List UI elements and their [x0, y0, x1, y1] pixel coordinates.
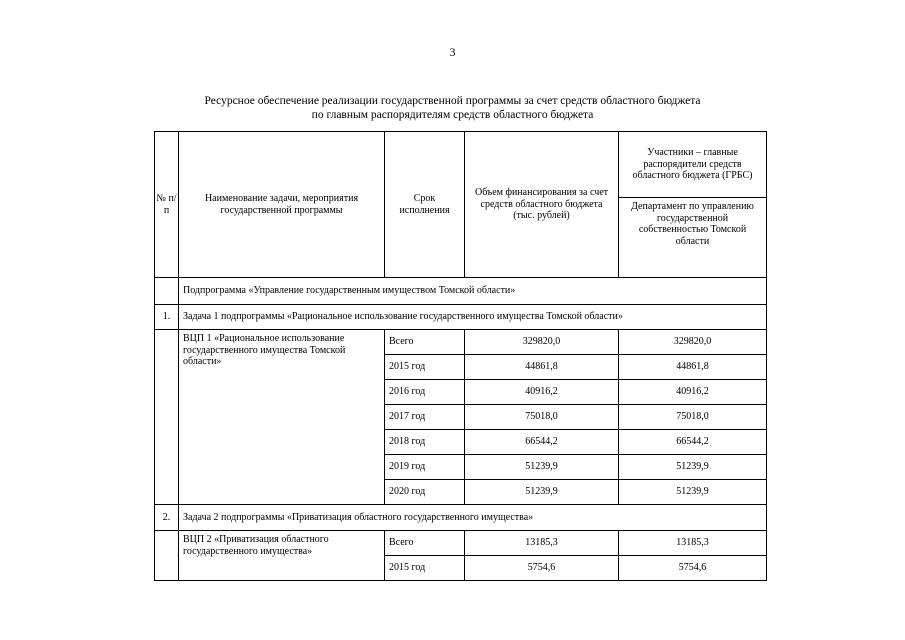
dept-cell: 13185,3 [619, 531, 767, 556]
resource-table [154, 131, 767, 581]
period-cell: 2016 год [385, 380, 465, 405]
vcp2-num-cell [155, 531, 179, 581]
volume-cell: 40916,2 [465, 380, 619, 405]
period-cell: 2018 год [385, 430, 465, 455]
period-cell: 2015 год [385, 556, 465, 581]
subprogram-title: Подпрограмма «Управление государственным имуществом Томской области» [179, 278, 767, 305]
title-line-1: Ресурсное обеспечение реализации государственной программы за счет средств областного бюджета [204, 95, 701, 107]
subprogram-num-cell [155, 278, 179, 305]
header-period: Срок исполнения [385, 132, 465, 278]
page-number: 3 [449, 45, 456, 59]
period-cell: 2020 год [385, 480, 465, 505]
volume-cell: 75018,0 [465, 405, 619, 430]
period-cell: Всего [385, 330, 465, 355]
vcp2-name: ВЦП 2 «Приватизация областного государственного имущества» [179, 531, 385, 581]
title-line-2: по главным распорядителям средств областного бюджета [311, 109, 594, 121]
header-participants: Участники – главные распорядители средств областного бюджета (ГРБС) [619, 132, 767, 198]
dept-cell: 51239,9 [619, 455, 767, 480]
task1-title: Задача 1 подпрограммы «Рациональное использование государственного имущества Томской области» [179, 305, 767, 330]
task2-row [155, 505, 767, 531]
dept-cell: 66544,2 [619, 430, 767, 455]
header-volume: Объем финансирования за счет средств областного бюджета (тыс. рублей) [465, 132, 619, 278]
period-cell: 2017 год [385, 405, 465, 430]
volume-cell: 44861,8 [465, 355, 619, 380]
header-name: Наименование задачи, мероприятия государственной программы [179, 132, 385, 278]
task2-title: Задача 2 подпрограммы «Приватизация областного государственного имущества» [179, 505, 767, 531]
dept-cell: 44861,8 [619, 355, 767, 380]
dept-cell: 329820,0 [619, 330, 767, 355]
header-num: № п/п [155, 132, 179, 278]
task1-row [155, 305, 767, 330]
dept-cell: 75018,0 [619, 405, 767, 430]
table-row [155, 330, 767, 355]
dept-cell: 51239,9 [619, 480, 767, 505]
dept-cell: 40916,2 [619, 380, 767, 405]
document-title [0, 94, 905, 122]
header-department: Департамент по управлению государственной собственностью Томской области [619, 198, 767, 278]
header-row-1 [155, 132, 767, 198]
volume-cell: 329820,0 [465, 330, 619, 355]
volume-cell: 5754,6 [465, 556, 619, 581]
table-row [155, 531, 767, 556]
subprogram-row [155, 278, 767, 305]
vcp1-num-cell [155, 330, 179, 505]
period-cell: 2015 год [385, 355, 465, 380]
period-cell: 2019 год [385, 455, 465, 480]
dept-cell: 5754,6 [619, 556, 767, 581]
task2-num: 2. [155, 505, 179, 531]
volume-cell: 51239,9 [465, 455, 619, 480]
volume-cell: 66544,2 [465, 430, 619, 455]
period-cell: Всего [385, 531, 465, 556]
task1-num: 1. [155, 305, 179, 330]
volume-cell: 13185,3 [465, 531, 619, 556]
volume-cell: 51239,9 [465, 480, 619, 505]
vcp1-name: ВЦП 1 «Рациональное использование государственного имущества Томской области» [179, 330, 385, 505]
